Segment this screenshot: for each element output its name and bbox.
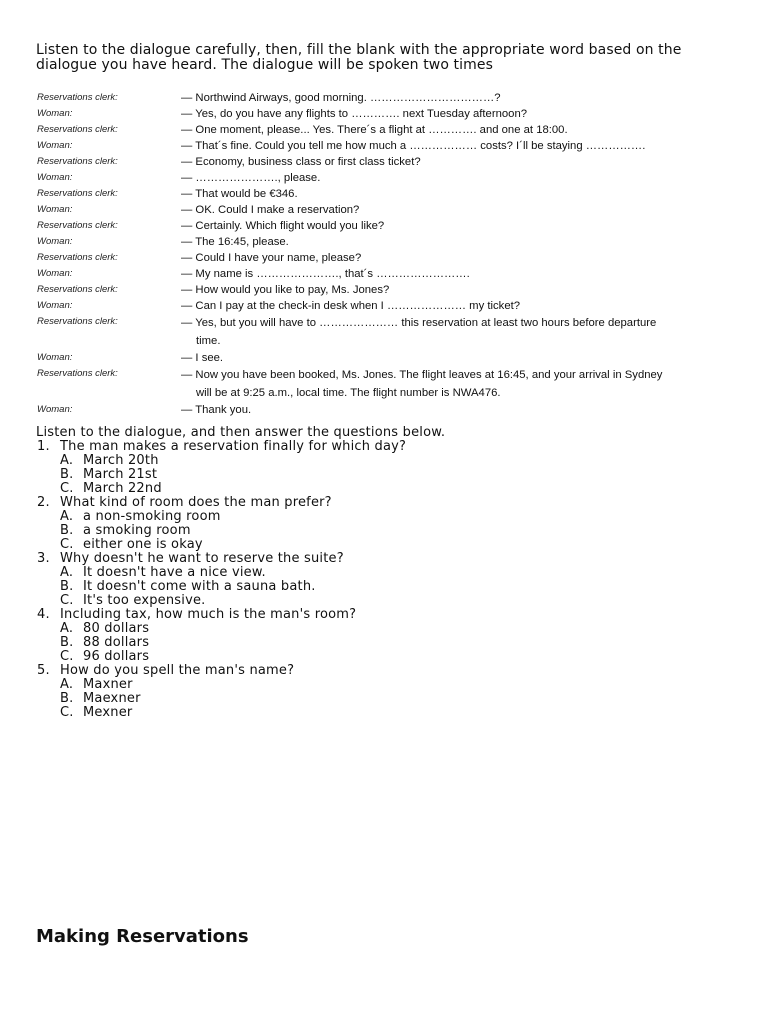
question [37,496,737,510]
utterance-text: — Economy, business class or first class ticket? [181,156,421,168]
utterance [181,186,737,202]
utterance [181,250,737,266]
dialogue-line [37,266,737,282]
dialogue-line [37,138,737,154]
option-text: either one is okay [83,537,203,552]
questions-list [37,440,737,720]
speaker-label: Reservations clerk: [37,92,118,103]
speaker-label: Reservations clerk: [37,316,118,327]
utterance [181,234,737,250]
question-text: The man makes a reservation finally for which day? [60,439,407,454]
option-text: It's too expensive. [83,593,206,608]
answer-option [37,566,737,580]
utterance [181,106,737,122]
option-text: a smoking room [83,523,191,538]
option-letter: B. [60,467,74,482]
question [37,552,737,566]
question [37,440,737,454]
utterance-continuation: will be at 9:25 a.m., local time. The flight number is NWA476. [196,387,501,399]
utterance-text: — Could I have your name, please? [181,252,362,264]
speaker-label: Woman: [37,236,73,247]
option-letter: B. [60,523,74,538]
utterance-text: — Thank you. [181,404,252,416]
utterance [181,218,737,234]
speaker-label: Woman: [37,108,73,119]
utterance-text: — Now you have been booked, Ms. Jones. The flight leaves at 16:45, and your arrival in Sydney [181,369,663,381]
speaker-label: Reservations clerk: [37,284,118,295]
dialogue-line [37,154,737,170]
question-text: Why doesn't he want to reserve the suite? [60,551,344,566]
answer-option [37,538,737,552]
option-text: 80 dollars [83,621,150,636]
instructions-text: Listen to the dialogue carefully, then, fill the blank with the appropriate word based on the dialogue you have heard. The dialogue will be spoken two times [36,42,682,73]
dialogue-line [37,402,737,418]
utterance [181,138,737,154]
speaker-label: Woman: [37,300,73,311]
option-letter: B. [60,691,74,706]
section-heading: Making Reservations [36,926,249,947]
dialogue-line [37,106,737,122]
option-text: Maexner [83,691,141,706]
utterance-text: — My name is …………………., that´s ……………………. [181,268,470,280]
utterance [181,202,737,218]
speaker-label: Woman: [37,352,73,363]
utterance-text: — That´s fine. Could you tell me how much a ……………… costs? I´ll be staying ……………. [181,140,646,152]
question-number: 5. [37,663,50,678]
answer-option [37,468,737,482]
option-text: a non-smoking room [83,509,221,524]
utterance [181,314,737,350]
speaker-label: Woman: [37,268,73,279]
speaker-label: Woman: [37,204,73,215]
answer-option [37,706,737,720]
utterance-text: — Yes, do you have any flights to …………. next Tuesday afternoon? [181,108,528,120]
utterance-text: — Certainly. Which flight would you like? [181,220,385,232]
dialogue-line [37,122,737,138]
option-letter: C. [60,593,74,608]
option-text: March 21st [83,467,158,482]
question-number: 4. [37,607,50,622]
option-text: March 22nd [83,481,162,496]
answer-option [37,636,737,650]
option-letter: A. [60,453,74,468]
option-letter: C. [60,481,74,496]
dialogue-line [37,90,737,106]
utterance-text: — How would you like to pay, Ms. Jones? [181,284,390,296]
dialogue-section [37,90,737,418]
dialogue-line [37,186,737,202]
dialogue-line [37,298,737,314]
question-number: 1. [37,439,50,454]
utterance [181,402,737,418]
speaker-label: Woman: [37,404,73,415]
speaker-label: Reservations clerk: [37,124,118,135]
question-number: 3. [37,551,50,566]
option-text: Maxner [83,677,133,692]
option-letter: A. [60,565,74,580]
option-text: It doesn't come with a sauna bath. [83,579,316,594]
utterance [181,298,737,314]
utterance [181,90,737,106]
dialogue-line [37,170,737,186]
option-letter: B. [60,635,74,650]
utterance-continuation: time. [196,335,221,347]
speaker-label: Woman: [37,140,73,151]
question-text: What kind of room does the man prefer? [60,495,332,510]
dialogue-line [37,218,737,234]
answer-option [37,580,737,594]
utterance-text: — Northwind Airways, good morning. ……………………………? [181,92,501,104]
question [37,664,737,678]
question [37,608,737,622]
answer-option [37,594,737,608]
utterance [181,122,737,138]
dialogue-line [37,282,737,298]
utterance-text: — That would be €346. [181,188,298,200]
answer-option [37,482,737,496]
option-text: 88 dollars [83,635,150,650]
answer-option [37,678,737,692]
utterance [181,282,737,298]
answer-option [37,650,737,664]
utterance [181,366,737,402]
dialogue-line [37,350,737,366]
option-text: It doesn't have a nice view. [83,565,266,580]
option-letter: B. [60,579,74,594]
utterance-text: — One moment, please... Yes. There´s a flight at …………. and one at 18:00. [181,124,568,136]
utterance [181,266,737,282]
option-letter: A. [60,677,74,692]
utterance-text: — OK. Could I make a reservation? [181,204,360,216]
option-letter: A. [60,621,74,636]
dialogue-line [37,250,737,266]
speaker-label: Reservations clerk: [37,188,118,199]
option-text: Mexner [83,705,133,720]
speaker-label: Reservations clerk: [37,368,118,379]
option-text: 96 dollars [83,649,150,664]
speaker-label: Reservations clerk: [37,156,118,167]
option-letter: A. [60,509,74,524]
option-letter: C. [60,537,74,552]
answer-option [37,524,737,538]
question-text: How do you spell the man's name? [60,663,295,678]
utterance [181,350,737,366]
dialogue-line [37,234,737,250]
option-text: March 20th [83,453,159,468]
utterance [181,154,737,170]
utterance [181,170,737,186]
dialogue-line [37,314,737,350]
answer-option [37,622,737,636]
question-number: 2. [37,495,50,510]
option-letter: C. [60,705,74,720]
speaker-label: Reservations clerk: [37,252,118,263]
question-text: Including tax, how much is the man's room? [60,607,357,622]
utterance-text: — The 16:45, please. [181,236,289,248]
option-letter: C. [60,649,74,664]
utterance-text: — Can I pay at the check-in desk when I ………………… my ticket? [181,300,521,312]
speaker-label: Woman: [37,172,73,183]
answer-option [37,692,737,706]
answer-option [37,454,737,468]
speaker-label: Reservations clerk: [37,220,118,231]
utterance-text: — Yes, but you will have to ………………… this reservation at least two hours before departure [181,317,657,329]
questions-intro: Listen to the dialogue, and then answer the questions below. [36,425,446,440]
dialogue-line [37,366,737,402]
answer-option [37,510,737,524]
dialogue-line [37,202,737,218]
utterance-text: — …………………., please. [181,172,321,184]
utterance-text: — I see. [181,352,224,364]
